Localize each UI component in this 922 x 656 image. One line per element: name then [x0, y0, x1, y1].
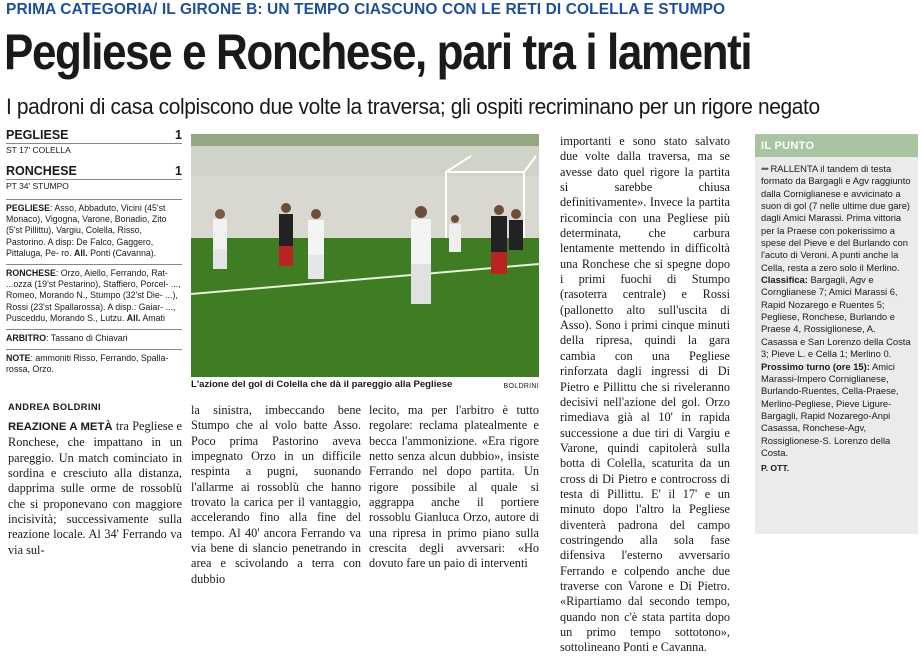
article-column-1	[8, 419, 182, 558]
article-column-3: lecito, ma per l'arbitro è tutto regolare: reclama platealmente e becca l'ammonizione. «Era rigore netto senza alcun dubbio», insiste Ferrando nel dopo partita. Un rigore possibile al quale si aggrappa anche il portiere rossoblu Gianluca Orzo, autore di una ripresa in primo piano sulla crescita degli avversari: «Ho dovuto fare un paio di interventi	[369, 403, 539, 571]
notes-text: : ammoniti Risso, Ferrando, Spalla- rossa, Orzo.	[6, 353, 169, 375]
headline: Pegliese e Ronchese, pari tra i lamenti	[4, 24, 752, 80]
divider	[6, 329, 182, 330]
home-lineup	[6, 203, 182, 259]
home-team-score: 1	[175, 128, 182, 142]
scoreboard	[6, 128, 182, 376]
il-punto-standings	[761, 274, 912, 360]
byline: ANDREA BOLDRINI	[8, 402, 101, 412]
divider	[6, 349, 182, 350]
next-round-label: Prossimo turno (ore 15):	[761, 360, 870, 372]
bullets-icon: •••	[761, 163, 768, 174]
article-column-2: la sinistra, imbeccando bene Stumpo che al volo batte Asso. Poco prima Pastorino aveva impegnato Orzo in un difficile respinta a pugni, suonando l'allarme ai rossoblù che hanno trovato la carica per il vantaggio, accelerando fino alla fine del tempo. Al 40' ancora Ferrando va via bene di slancio penetrando in area e scivolando a terra con dubbio	[191, 403, 361, 586]
away-team-row	[6, 164, 182, 180]
photo-caption-text: L'azione del gol di Colella che dà il pareggio alla Pegliese	[191, 379, 453, 390]
il-punto-intro-text: RALLENTA il tandem di testa formato da Bargagli e Agv raggiunto dalla Corniglianese e avvicinato a suon di gol (7 nelle ultime due gare) dagli Amici Marassi. Prima vittoria per la Praese con pokerissimo a spese del Pieve e del Burlando con l'acuto di Veroni. A punti anche la Cella, resta a zero solo il Merlino.	[761, 163, 911, 273]
il-punto-box	[755, 134, 918, 534]
home-coach: Ponti (Cavanna).	[87, 247, 157, 258]
referee-label: ARBITRO	[6, 333, 47, 344]
standings-label: Classifica:	[761, 274, 808, 286]
article-lead: REAZIONE A METÀ	[8, 421, 113, 433]
divider	[6, 264, 182, 265]
il-punto-title: IL PUNTO	[755, 134, 918, 157]
il-punto-body	[755, 157, 918, 475]
notes	[6, 353, 182, 375]
article-column-1-text: tra Pegliese e Ronchese, che impattano in un pareggio. Un match cominciato in sordina e cresciuto alla distanza, dapprima sulle orme de rossoblù che si proponevano con maggiore incisività; successivamente sulla reazione locale. Al 34' Ferrando va via sul-	[8, 419, 182, 557]
home-team-name: PEGLIESE	[6, 128, 69, 142]
away-scorer: PT 34' STUMPO	[6, 180, 69, 191]
next-round-text: Amici Marassi-Impero Corniglianese, Burlando-Ruentes, Cella-Praese, Merlino-Pegliese, Pieve Ligure-Bargagli, Rapid Nozarego-Anpi Casassa, Ronchese-Agv, Rossiglionese-S. Lorenzo della Costa.	[761, 360, 899, 458]
notes-label: NOTE	[6, 353, 31, 364]
photo-caption	[191, 379, 539, 393]
subhead: I padroni di casa colpiscono due volte la traversa; gli ospiti recriminano per un rigore negato	[6, 94, 820, 119]
referee	[6, 333, 182, 344]
away-team-score: 1	[175, 163, 182, 178]
kicker: PRIMA CATEGORIA/ IL GIRONE B: UN TEMPO CIASCUNO CON LE RETI DI COLELLA E STUMPO	[6, 1, 726, 18]
home-coach-label: All.	[73, 247, 88, 258]
match-photo-illustration	[191, 134, 539, 377]
away-lineup-text: : Orzo, Aiello, Ferrando, Rat- ...ozza (19'st Pestarino), Staffiero, Porcel- ..., Romeo, Morando N., Stumpo (32'st Die- ...), Rossi (23'st Spallarossa). A disp.: Gaiar- ..., Pusceddu, Morando S., Lutzu.	[6, 268, 181, 323]
divider	[6, 199, 182, 200]
standings-text: Bargagli, Agv e Cornglianese 7; Amici Marassi 6, Rapid Nozarego e Ruentes 5; Pegliese, Ronchese, Burlando e Praese 4, Rossiglionese, A. Casassa e San Lorenzo della Costa 3; Pieve L. e Cella 1; Merlino 0.	[761, 274, 911, 360]
home-lineup-text: : Asso, Abbaduto, Vicini (45'st Monaco), Vigogna, Varone, Bonadio, Zito (5'st Pillittu), Vargiu, Colella, Risso, Pastorino. A disp: De Falco, Gaggero, Pittaluga, Pe- ro.	[6, 203, 167, 258]
photo-credit: BOLDRINI	[503, 383, 539, 390]
away-coach: Amati	[140, 312, 165, 323]
home-lineup-label: PEGLIESE	[6, 203, 50, 213]
referee-text: : Tassano di Chiavari	[46, 333, 128, 344]
away-coach-label: All.	[126, 312, 141, 323]
away-team-name: RONCHESE	[6, 163, 77, 178]
away-lineup	[6, 268, 182, 324]
away-lineup-label: RONCHESE	[6, 268, 56, 279]
il-punto-next	[761, 361, 912, 460]
signature: P. OTT.	[761, 463, 790, 474]
home-team-row	[6, 128, 182, 144]
home-scorer: ST 17' COLELLA	[6, 145, 71, 155]
article-column-4: importanti e sono stato salvato due volte dalla traversa, ma se avesse dato quel rigore la partita si sarebbe chiusa definitivamente». Invece la partita ricomincia con una Pegliese più determinata, che carbura lentamente mettendo in difficoltà una Ronchese che si spegne dopo i primi fuochi di Stumpo (rasoterra centrale) e Rossi (pallonetto alto sull'uscita di Asso). Sono i primi cinque minuti della ripresa, quindi la gara cambia con una Pegliese rinforzata dagli ingressi di Di Pietro e Pillittu che si riveleranno decisivi nell'azione del gol. Orzo rimediava già al 10' in rapida successione a due tiri di Vargiu e Varone, quindi capitolerà sulla botta di Colella, scaturita da un cross di Di Pietro e controcross di testa di Pillittu. E' il 17' e un minuto dopo l'altro la Pegliese diventerà padrona del campo costringendo alla sola fase difensiva l'esterno avversario Ferrando e colpendo anche due traverse con Varone e Di Pietro. «Ripartiamo dal secondo tempo, quando non c'è stata partita dopo un primo tempo sottotono», sottolineano Ponti e Cavanna.	[560, 134, 730, 655]
match-photo	[191, 134, 539, 377]
il-punto-intro	[761, 163, 912, 274]
